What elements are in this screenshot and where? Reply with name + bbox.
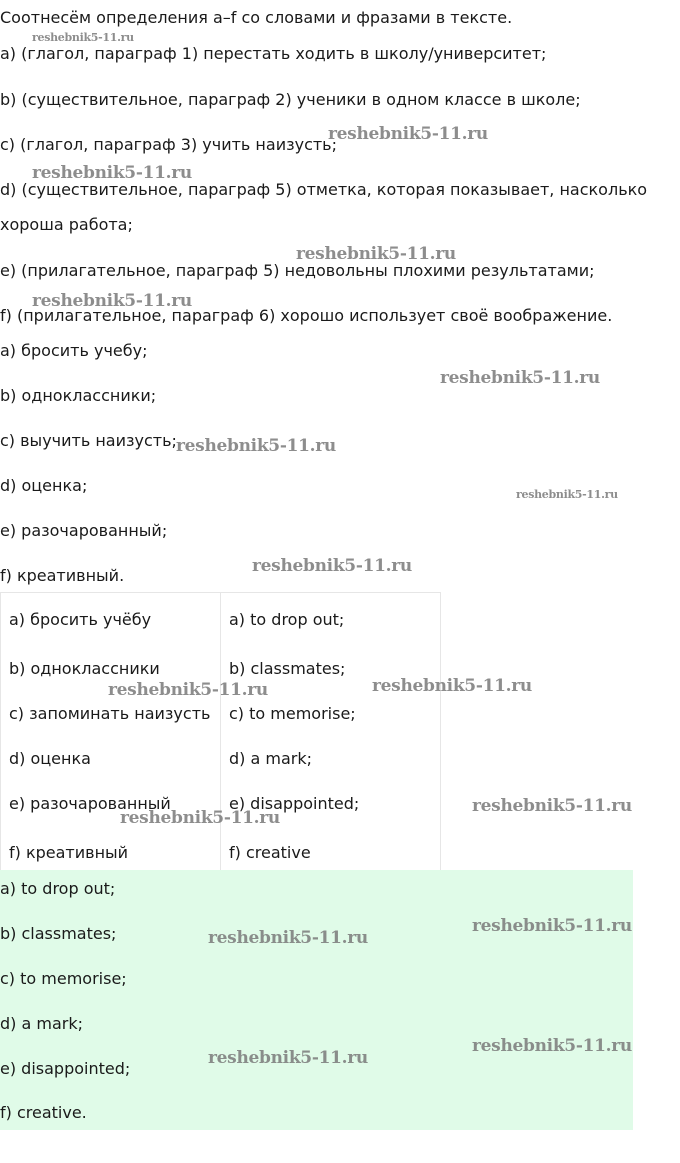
table-row — [1, 593, 441, 647]
watermark: reshebnik5-11.ru — [176, 436, 336, 456]
watermark: reshebnik5-11.ru — [372, 676, 532, 696]
answer-a: a) to drop out; — [0, 879, 116, 898]
table-cell-en: a) to drop out; — [221, 593, 441, 647]
table-cell-en: d) a mark; — [221, 736, 441, 781]
answer-b: b) classmates; — [0, 924, 117, 943]
russian-word-d: d) оценка; — [0, 476, 88, 495]
definition-d-continued: хороша работа; — [0, 215, 133, 234]
russian-word-c: c) выучить наизусть; — [0, 431, 177, 450]
definition-f: f) (прилагательное, параграф 6) хорошо использует своё воображение. — [0, 306, 613, 325]
answer-box — [0, 870, 633, 1130]
table-cell-ru: b) одноклассники — [1, 646, 221, 691]
watermark: reshebnik5-11.ru — [516, 488, 618, 501]
watermark: reshebnik5-11.ru — [440, 368, 600, 388]
watermark: reshebnik5-11.ru — [208, 1048, 368, 1068]
watermark: reshebnik5-11.ru — [472, 916, 632, 936]
watermark: reshebnik5-11.ru — [120, 808, 280, 828]
watermark: reshebnik5-11.ru — [32, 31, 134, 44]
table-cell-ru: d) оценка — [1, 736, 221, 781]
watermark: reshebnik5-11.ru — [32, 163, 192, 183]
answer-e: e) disappointed; — [0, 1059, 131, 1078]
instruction-text: Соотнесём определения a–f со словами и фразами в тексте. — [0, 8, 513, 27]
watermark: reshebnik5-11.ru — [32, 291, 192, 311]
definition-b: b) (существительное, параграф 2) ученики в одном классе в школе; — [0, 90, 581, 109]
definition-d: d) (существительное, параграф 5) отметка, которая показывает, насколько — [0, 180, 648, 199]
table-cell-ru: c) запоминать наизусть — [1, 691, 221, 736]
definition-c: c) (глагол, параграф 3) учить наизусть; — [0, 135, 337, 154]
answer-f: f) creative. — [0, 1103, 87, 1122]
watermark: reshebnik5-11.ru — [108, 680, 268, 700]
table-cell-en: b) classmates; — [221, 646, 441, 691]
answer-d: d) a mark; — [0, 1014, 83, 1033]
russian-word-b: b) одноклассники; — [0, 386, 157, 405]
russian-word-e: e) разочарованный; — [0, 521, 168, 540]
matching-table — [0, 592, 441, 879]
table-cell-ru: a) бросить учёбу — [1, 593, 221, 647]
definition-a: a) (глагол, параграф 1) перестать ходить в школу/университет; — [0, 44, 547, 63]
table-cell-ru: f) креативный — [1, 826, 221, 879]
table-cell-ru: e) разочарованный — [1, 781, 221, 826]
watermark: reshebnik5-11.ru — [252, 556, 412, 576]
watermark: reshebnik5-11.ru — [472, 796, 632, 816]
answer-c: c) to memorise; — [0, 969, 127, 988]
russian-word-a: a) бросить учебу; — [0, 341, 148, 360]
watermark: reshebnik5-11.ru — [296, 244, 456, 264]
table-cell-en: c) to memorise; — [221, 691, 441, 736]
watermark: reshebnik5-11.ru — [472, 1036, 632, 1056]
russian-word-f: f) креативный. — [0, 566, 125, 585]
definition-e: e) (прилагательное, параграф 5) недовольны плохими результатами; — [0, 261, 595, 280]
table-row — [1, 736, 441, 781]
table-cell-en: e) disappointed; — [221, 781, 441, 826]
watermark: reshebnik5-11.ru — [328, 124, 488, 144]
watermark: reshebnik5-11.ru — [208, 928, 368, 948]
table-cell-en: f) creative — [221, 826, 441, 879]
